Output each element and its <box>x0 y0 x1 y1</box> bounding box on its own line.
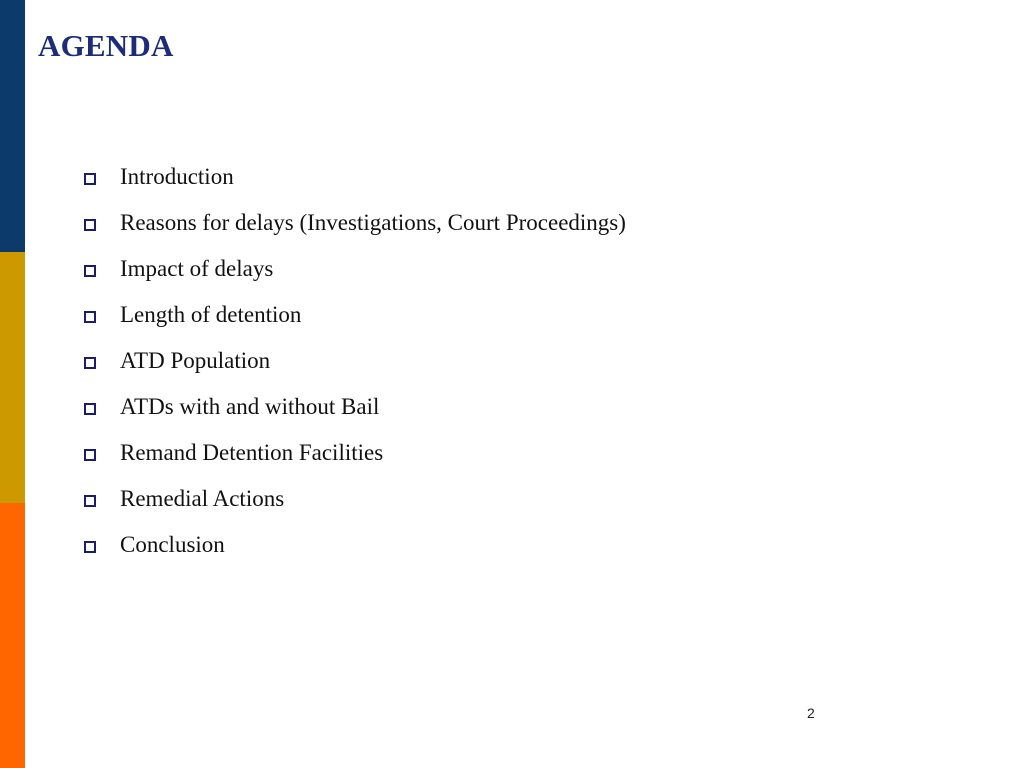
side-bar-orange-segment <box>0 503 25 768</box>
hollow-square-bullet-icon <box>84 219 96 231</box>
hollow-square-bullet-icon <box>84 265 96 277</box>
hollow-square-bullet-icon <box>84 541 96 553</box>
agenda-item-text: Conclusion <box>120 532 225 557</box>
hollow-square-bullet-icon <box>84 449 96 461</box>
agenda-item-text: ATDs with and without Bail <box>120 394 380 419</box>
side-bar-gold-segment <box>0 252 25 503</box>
agenda-item-text: Impact of delays <box>120 256 274 281</box>
side-color-bar <box>0 0 25 768</box>
agenda-item-text: Remedial Actions <box>120 486 285 511</box>
slide-title: AGENDA <box>38 28 174 63</box>
agenda-item-text: Length of detention <box>120 302 302 327</box>
agenda-item-text: Remand Detention Facilities <box>120 440 384 465</box>
side-bar-navy-segment <box>0 0 25 252</box>
hollow-square-bullet-icon <box>84 403 96 415</box>
page-number: 2 <box>807 705 815 721</box>
agenda-item-text: Reasons for delays (Investigations, Court Proceedings) <box>120 210 626 235</box>
hollow-square-bullet-icon <box>84 357 96 369</box>
agenda-item-text: ATD Population <box>120 348 271 373</box>
agenda-item-text: Introduction <box>120 164 234 189</box>
hollow-square-bullet-icon <box>84 495 96 507</box>
hollow-square-bullet-icon <box>84 173 96 185</box>
hollow-square-bullet-icon <box>84 311 96 323</box>
